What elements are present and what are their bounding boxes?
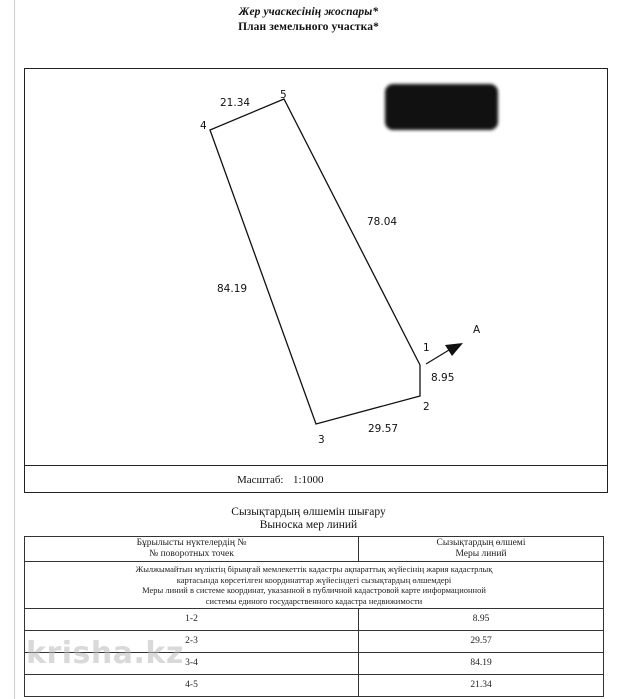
row-length: 21.34: [359, 675, 604, 697]
table-header-points: [25, 537, 359, 562]
table-note: [25, 562, 604, 609]
vertex-label-1: 1: [423, 342, 430, 354]
header-points-kz: Бұрылысты нүктелердің №: [136, 538, 247, 548]
table-header-lengths: [359, 537, 604, 562]
line-length-2-3: 29.57: [368, 423, 399, 435]
north-marker-label: A: [473, 324, 481, 336]
note-line-3: Меры линий в системе координат, указанной в публичной кадастровой карте информационной: [142, 585, 486, 595]
row-length: 29.57: [359, 631, 604, 653]
scale-value: 1:1000: [293, 474, 324, 486]
row-points: 2-3: [25, 631, 359, 653]
land-plan-frame: [24, 68, 608, 493]
line-measurements-table: [24, 536, 604, 697]
note-line-1: Жылжымайтын мүліктің бірыңғай мемлекеттік кадастры ақпараттық жүйесінің жария кадастрлық: [135, 564, 493, 574]
header-lengths-ru: Меры линий: [455, 549, 507, 559]
land-plot-drawing: [25, 69, 609, 469]
plan-title-ru: План земельного участка*: [238, 21, 379, 33]
parcel-outline: [210, 99, 420, 424]
table-row: [25, 609, 604, 631]
header-lengths-kz: Сызықтардың өлшемі: [436, 538, 526, 548]
vertex-label-2: 2: [423, 401, 430, 413]
north-arrow-head: [445, 343, 463, 356]
vertex-label-4: 4: [200, 120, 207, 132]
table-header-row: [25, 537, 604, 562]
note-line-2: картасында көрсетілген координаттар жүйесіндегі сызықтардың өлшемдері: [176, 574, 452, 585]
row-points: 1-2: [25, 609, 359, 631]
line-length-5-1: 78.04: [367, 216, 398, 228]
line-length-1-2: 8.95: [431, 372, 455, 384]
line-length-3-4: 84.19: [217, 283, 248, 295]
row-points: 3-4: [25, 653, 359, 675]
row-length: 8.95: [359, 609, 604, 631]
header-points-ru: № поворотных точек: [149, 549, 234, 559]
plan-title-kz: Жер учаскесінің жоспары*: [238, 6, 379, 18]
row-points: 4-5: [25, 675, 359, 697]
section-title-kz: Сызықтардың өлшемін шығару: [231, 506, 386, 518]
note-line-4: системы единого государственного кадастра недвижимости: [205, 595, 423, 606]
section-title-ru: Выноска мер линий: [259, 519, 358, 531]
page-edge: [14, 0, 15, 699]
scale-row: [25, 465, 607, 492]
watermark-text: krisha.kz: [26, 636, 184, 671]
vertex-label-3: 3: [318, 434, 325, 446]
row-length: 84.19: [359, 653, 604, 675]
scale-label: Масштаб:: [237, 474, 284, 486]
table-row: [25, 675, 604, 697]
redacted-area: [385, 84, 498, 130]
vertex-label-5: 5: [280, 89, 287, 101]
table-note-row: [25, 562, 604, 609]
line-length-4-5: 21.34: [220, 97, 251, 109]
